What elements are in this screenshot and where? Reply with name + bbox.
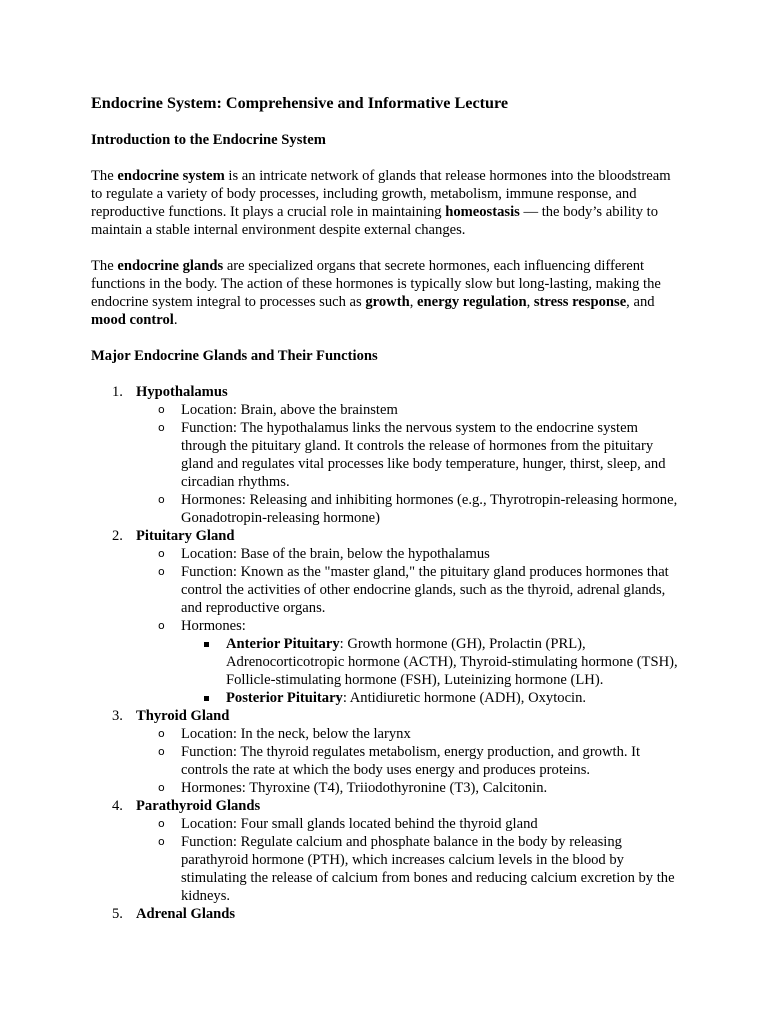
detail-item xyxy=(136,491,681,527)
detail-item xyxy=(136,563,681,617)
gland-name: Pituitary Gland xyxy=(136,528,235,544)
hormone-group-text: : Growth hormone (GH), Prolactin (PRL), Adrenocorticotropic hormone (ACTH), Thyroid-stimulating hormone (TSH), Follicle-stimulating hormone (FSH), Luteinizing hormone (LH). xyxy=(226,636,678,688)
gland-item xyxy=(91,797,681,905)
hormone-group-label: Anterior Pituitary xyxy=(226,636,340,652)
text-run: are specialized organs that secrete hormones, each influencing different functions in the body. The action of these hormones is typically slow but long-lasting, making the endocrine system integral to processes such as xyxy=(91,258,661,310)
intro-paragraph-1 xyxy=(91,167,681,239)
text-run: , and xyxy=(626,294,655,310)
list-number: 4. xyxy=(112,798,123,814)
gland-name: Thyroid Gland xyxy=(136,708,230,724)
list-number: 3. xyxy=(112,708,123,724)
detail-text: Function: Regulate calcium and phosphate balance in the body by releasing parathyroid hormone (PTH), which increases calcium levels in the blood by stimulating the release of calcium from bones and reducing calcium excretion by the kidneys. xyxy=(181,834,675,904)
bold-term: endocrine glands xyxy=(117,258,224,274)
detail-item xyxy=(136,617,681,707)
glands-list xyxy=(91,383,681,923)
bold-term: homeostasis xyxy=(445,204,520,220)
bold-term: mood control xyxy=(91,312,174,328)
circle-bullet-icon: o xyxy=(158,619,165,632)
glands-heading: Major Endocrine Glands and Their Functions xyxy=(91,348,378,364)
circle-bullet-icon: o xyxy=(158,565,165,578)
detail-text: Location: In the neck, below the larynx xyxy=(181,726,411,742)
hormone-sublist xyxy=(181,635,681,707)
detail-text: Function: The hypothalamus links the nervous system to the endocrine system through the pituitary gland. It controls the release of hormones from the pituitary gland and regulates vital processes like body temperature, hunger, thirst, sleep, and circadian rhythms. xyxy=(181,420,666,490)
list-number: 1. xyxy=(112,384,123,400)
circle-bullet-icon: o xyxy=(158,493,165,506)
document-title: Endocrine System: Comprehensive and Informative Lecture xyxy=(91,94,509,112)
text-run: , xyxy=(409,294,417,310)
detail-text: Location: Base of the brain, below the hypothalamus xyxy=(181,546,490,562)
detail-item xyxy=(136,833,681,905)
text-run: . xyxy=(173,312,178,328)
text-run: The xyxy=(91,258,118,274)
intro-heading: Introduction to the Endocrine System xyxy=(91,132,326,148)
list-number: 2. xyxy=(112,528,123,544)
circle-bullet-icon: o xyxy=(158,727,165,740)
circle-bullet-icon: o xyxy=(158,835,165,848)
detail-item xyxy=(136,545,681,563)
detail-item xyxy=(136,779,681,797)
hormone-subitem xyxy=(181,635,681,689)
square-bullet-icon xyxy=(204,696,209,701)
gland-item xyxy=(91,905,681,923)
document-page xyxy=(91,93,681,923)
gland-name: Adrenal Glands xyxy=(136,906,236,922)
detail-text: Function: The thyroid regulates metabolism, energy production, and growth. It controls the rate at which the body uses energy and produces proteins. xyxy=(181,744,641,778)
gland-item xyxy=(91,383,681,527)
detail-item xyxy=(136,725,681,743)
circle-bullet-icon: o xyxy=(158,781,165,794)
bold-term: growth xyxy=(365,294,410,310)
text-run: , xyxy=(526,294,534,310)
bold-term: endocrine system xyxy=(117,168,225,184)
circle-bullet-icon: o xyxy=(158,403,165,416)
list-number: 5. xyxy=(112,906,123,922)
text-run: The xyxy=(91,168,118,184)
detail-text: Location: Four small glands located behind the thyroid gland xyxy=(181,816,538,832)
detail-item xyxy=(136,815,681,833)
gland-item xyxy=(91,707,681,797)
detail-text: Hormones: Thyroxine (T4), Triiodothyronine (T3), Calcitonin. xyxy=(181,780,548,796)
detail-text: Function: Known as the "master gland," the pituitary gland produces hormones that control the activities of other endocrine glands, such as the thyroid, adrenal glands, and reproductive organs. xyxy=(181,564,669,616)
gland-item xyxy=(91,527,681,707)
bold-term: energy regulation xyxy=(417,294,527,310)
detail-text: Hormones: xyxy=(181,618,246,634)
detail-text: Hormones: Releasing and inhibiting hormones (e.g., Thyrotropin-releasing hormone, Gonadotropin-releasing hormone) xyxy=(181,492,678,526)
gland-details xyxy=(136,725,681,797)
detail-item xyxy=(136,743,681,779)
gland-details xyxy=(136,401,681,527)
square-bullet-icon xyxy=(204,642,209,647)
circle-bullet-icon: o xyxy=(158,745,165,758)
detail-text: Location: Brain, above the brainstem xyxy=(181,402,398,418)
gland-details xyxy=(136,815,681,905)
hormone-subitem xyxy=(181,689,681,707)
hormone-group-text: : Antidiuretic hormone (ADH), Oxytocin. xyxy=(342,690,587,706)
intro-paragraph-2 xyxy=(91,257,681,329)
text-run: is an intricate network of glands that release hormones into the bloodstream to regulate a variety of body processes, including growth, metabolism, immune response, and reproductive functions. It plays a crucial role in maintaining xyxy=(91,168,671,220)
hormone-group-label: Posterior Pituitary xyxy=(226,690,343,706)
gland-details xyxy=(136,545,681,707)
text-run: — the body’s ability to maintain a stable internal environment despite external changes. xyxy=(91,204,659,238)
gland-name: Hypothalamus xyxy=(136,384,228,400)
detail-item xyxy=(136,419,681,491)
circle-bullet-icon: o xyxy=(158,547,165,560)
circle-bullet-icon: o xyxy=(158,421,165,434)
gland-name: Parathyroid Glands xyxy=(136,798,261,814)
circle-bullet-icon: o xyxy=(158,817,165,830)
bold-term: stress response xyxy=(533,294,627,310)
detail-item xyxy=(136,401,681,419)
